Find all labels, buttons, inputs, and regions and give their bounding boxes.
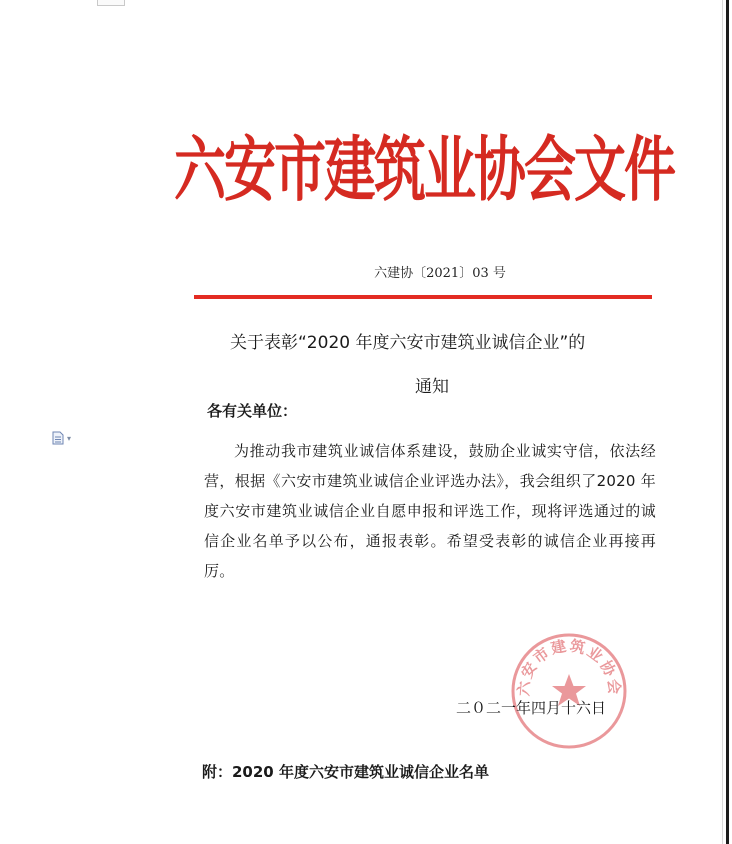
document-icon	[52, 431, 64, 445]
seal-text: 六安市建筑业协会	[514, 636, 624, 697]
notice-body	[204, 436, 656, 586]
page-edge	[726, 0, 729, 844]
red-divider	[194, 295, 652, 299]
document-number: 六建协〔2021〕03 号	[374, 266, 506, 281]
salutation: 各有关单位：	[207, 402, 298, 420]
masthead-title: 六安市建筑业协会文件	[174, 129, 675, 211]
chevron-down-icon: ▾	[67, 433, 72, 443]
official-seal	[508, 630, 630, 752]
page-edge-shadow	[722, 0, 723, 844]
notice-title: 关于表彰“2020 年度六安市建筑业诚信企业”的	[230, 333, 586, 353]
top-tab[interactable]	[97, 0, 125, 6]
attachment-line: 附：2020 年度六安市建筑业诚信企业名单	[202, 763, 489, 781]
issue-date: 二０二一年四月十六日	[456, 699, 607, 717]
body-paragraph: 为推动我市建筑业诚信体系建设，鼓励企业诚实守信，依法经营，根据《六安市建筑业诚信企业评选办法》，我会组织了2020 年度六安市建筑业诚信企业自愿申报和评选工作，现将评选通过的诚信企业名单予以公布，通报表彰。希望受表彰的诚信企业再接再厉。	[204, 442, 656, 580]
document-menu-button[interactable]	[52, 431, 80, 445]
notice-title-suffix: 通知	[415, 377, 449, 397]
